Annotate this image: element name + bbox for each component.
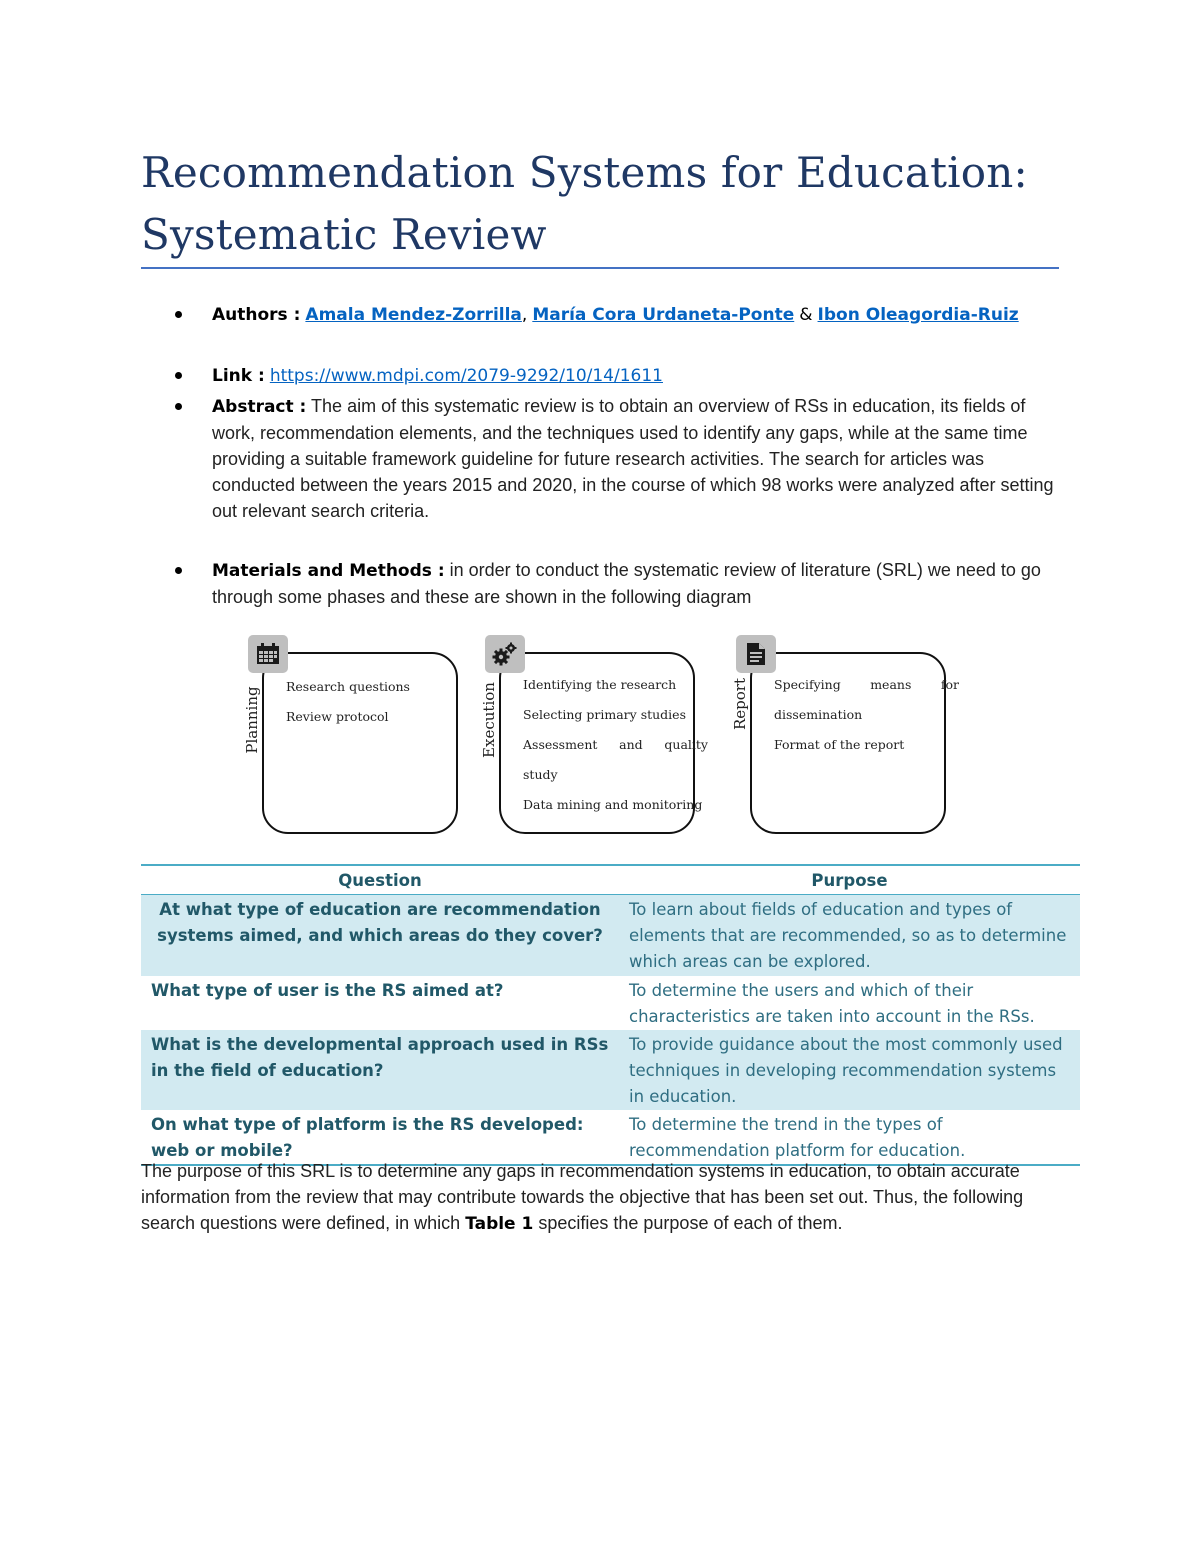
phase-item-list <box>286 672 471 732</box>
phase-execution: Execution Identifying the research Selecting primary studies Assessment and quality study Data mining and monitoring <box>467 632 687 837</box>
purpose-cell: To provide guidance about the most commonly used techniques in developing recommendation systems in education. <box>619 1030 1080 1110</box>
table-row <box>141 1110 1080 1165</box>
closing-text-start: The purpose of this SRL is to determine any gaps in recommendation systems in education, to obtain accurate information from the review that may contribute towards the objective that has been set out. Thus, the following search questions were defined, in which <box>141 1161 1024 1233</box>
methods-text: in order to conduct the systematic review of literature (SRL) we need to go through some phases and these are shown in the following diagram <box>212 560 1041 607</box>
phase-item-list <box>774 670 959 760</box>
title-underline <box>141 267 1059 269</box>
bullet-icon <box>175 311 182 318</box>
phase-item-list <box>523 670 708 820</box>
abstract-item <box>212 393 1062 524</box>
table-row <box>141 1030 1080 1110</box>
page-title: Recommendation Systems for Education: Systematic Review <box>141 148 1028 259</box>
methods-item <box>212 557 1062 610</box>
phase-report: Report Specifying means for dissemination Format of the report <box>718 632 938 837</box>
author-ampersand: & <box>799 305 813 325</box>
authors-item <box>212 301 1062 328</box>
table-header-row <box>141 865 1080 895</box>
calendar-icon <box>248 635 288 673</box>
question-cell: What is the developmental approach used in RSs in the field of education? <box>141 1030 619 1110</box>
bullet-icon <box>175 567 182 574</box>
author-link-1[interactable]: Amala Mendez-Zorrilla <box>305 305 522 325</box>
abstract-text: The aim of this systematic review is to obtain an overview of RSs in education, its fields of work, recommendation elements, and the techniques used to identify any gaps, while at the same time providing a suitable framework guideline for future research activities. The search for articles was conducted between the years 2015 and 2020, in the course of which 98 works were analyzed after setting out relevant search criteria. <box>212 396 1054 521</box>
purpose-cell: To determine the users and which of their characteristics are taken into account in the RSs. <box>629 980 1035 1026</box>
table-row <box>141 895 1080 976</box>
authors-label: Authors : <box>212 305 301 325</box>
table-row <box>141 976 1080 1030</box>
question-cell: At what type of education are recommendation systems aimed, and which areas do they cover? <box>141 895 619 976</box>
research-questions-table <box>141 864 1080 1166</box>
link-item <box>212 362 1062 389</box>
srl-phases-diagram <box>230 632 970 842</box>
closing-text-end: specifies the purpose of each of them. <box>533 1213 843 1233</box>
phase-item: Review protocol <box>286 709 389 724</box>
link-label: Link : <box>212 366 265 386</box>
purpose-cell: To determine the trend in the types of recommendation platform for education. <box>629 1114 966 1160</box>
phase-item: Selecting primary studies <box>523 707 686 722</box>
author-link-3[interactable]: Ibon Oleagordia-Ruiz <box>817 305 1019 325</box>
phase-item: Identifying the research <box>523 677 677 692</box>
abstract-label: Abstract : <box>212 397 307 417</box>
question-cell: On what type of platform is the RS developed: web or mobile? <box>151 1114 584 1160</box>
article-link[interactable]: https://www.mdpi.com/2079-9292/10/14/1611 <box>269 366 663 386</box>
gears-icon <box>485 635 525 673</box>
closing-paragraph <box>141 1158 1041 1237</box>
phase-item: Format of the report <box>774 737 905 752</box>
methods-label: Materials and Methods : <box>212 561 445 581</box>
bullet-icon <box>175 403 182 410</box>
author-link-2[interactable]: María Cora Urdaneta-Ponte <box>532 305 795 325</box>
phase-item: Data mining and monitoring <box>523 797 703 812</box>
purpose-cell: To learn about fields of education and types of elements that are recommended, so as to determine which areas can be explored. <box>619 895 1080 976</box>
document-icon <box>736 635 776 673</box>
question-cell: What type of user is the RS aimed at? <box>151 980 504 1000</box>
column-header-purpose: Purpose <box>619 865 1080 895</box>
table-reference: Table 1 <box>465 1214 534 1234</box>
phase-item: Assessment and quality study <box>523 737 708 782</box>
bullet-icon <box>175 372 182 379</box>
phase-item: Research questions <box>286 679 410 694</box>
author-separator: , <box>521 305 528 325</box>
phase-item: Specifying means for dissemination <box>774 677 959 722</box>
phase-planning: Planning Research questions Review protocol <box>230 632 450 837</box>
column-header-question: Question <box>141 865 619 895</box>
